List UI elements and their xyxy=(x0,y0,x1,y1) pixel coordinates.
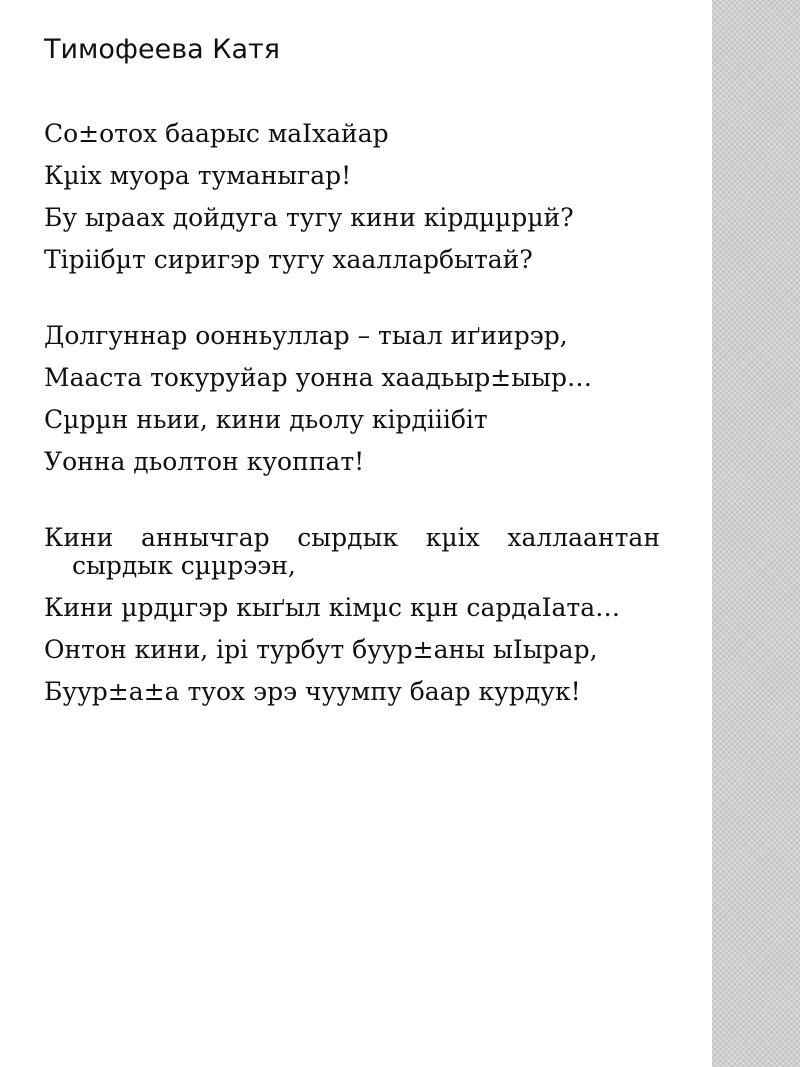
poem-line: Со±отох баарыс маІхайар xyxy=(44,119,389,148)
poem-line: Сµрµн ньии, кини дьолу кірдііібіт xyxy=(44,405,488,434)
poem-line: Буур±а±а туох эрэ чуумпу баар курдук! xyxy=(44,677,581,706)
decorative-side-strip xyxy=(712,0,800,1067)
stanza-3 xyxy=(44,524,660,720)
stanza-1 xyxy=(44,120,660,288)
poem-line: Долгуннар оонньуллар – тыал иґиирэр, xyxy=(44,321,568,350)
poem-line: Бу ыраах дойдуга тугу кини кірдµµрµй? xyxy=(44,203,574,232)
poem-line: Кини µрдµгэр кыґыл кімµс кµн сардаІата… xyxy=(44,593,621,622)
poem-line: Уонна дьолтон куоппат! xyxy=(44,447,365,476)
poem xyxy=(44,120,660,754)
poem-line: Онтон кини, ірі турбут буур±аны ыІырар, xyxy=(44,635,598,664)
author-name: Тимофеева Катя xyxy=(44,34,280,65)
stanza-2 xyxy=(44,322,660,490)
poem-line: Тіріібµт сиригэр тугу хаалларбытай? xyxy=(44,245,533,274)
poem-line: Кини аннычгар сырдык кµіх халлаантан сырдык сµµрээн, xyxy=(44,523,660,580)
poem-line: Кµіх муора туманыгар! xyxy=(44,161,352,190)
poem-line: Мааста токуруйар уонна хаадьыр±ыыр… xyxy=(44,363,593,392)
